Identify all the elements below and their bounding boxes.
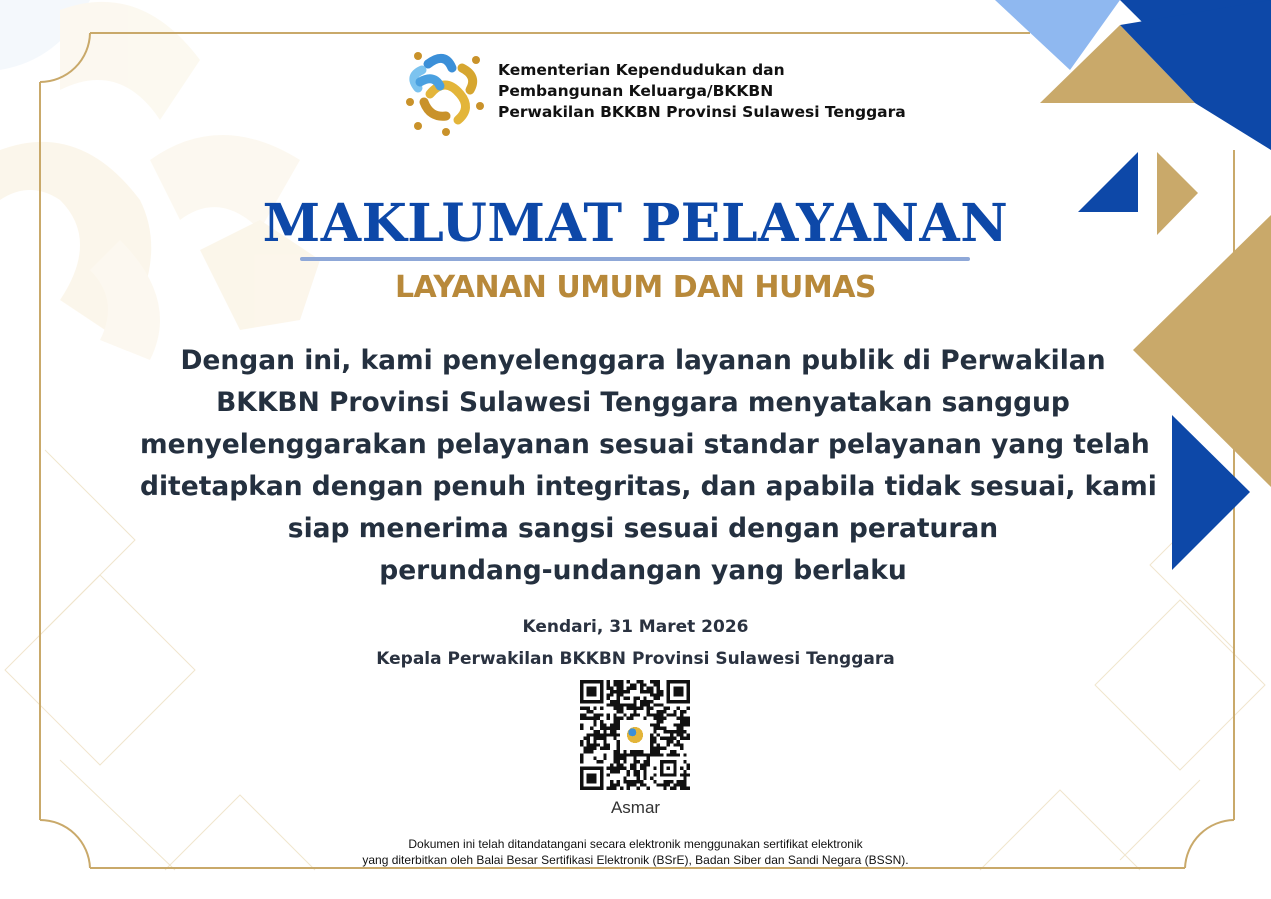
org-line-2: Pembangunan Keluarga/BKKBN — [498, 81, 774, 100]
signer-name: Asmar — [610, 798, 661, 817]
org-line-1: Kementerian Kependudukan dan — [498, 60, 785, 79]
declaration-line: siap menerima sangsi sesuai dengan peraturan — [287, 513, 999, 544]
header — [400, 46, 906, 136]
org-line-3: Perwakilan BKKBN Provinsi Sulawesi Tenggara — [498, 102, 906, 121]
page-title: MAKLUMAT PELAYANAN — [262, 193, 1009, 254]
title-underline — [300, 257, 970, 261]
footer-line: yang diterbitkan oleh Balai Besar Sertifikasi Elektronik (BSrE), Badan Siber dan Sandi Negara (BSSN). — [362, 853, 909, 867]
footer-line: Dokumen ini telah ditandatangani secara elektronik menggunakan sertifikat elektronik — [408, 837, 863, 851]
signer-position: Kepala Perwakilan BKKBN Provinsi Sulawesi Tenggara — [376, 649, 895, 669]
declaration-line: BKKBN Provinsi Sulawesi Tenggara menyatakan sanggup — [216, 387, 1070, 418]
e-signature-note — [0, 836, 1271, 868]
declaration-line: menyelenggarakan pelayanan sesuai standar pelayanan yang telah — [140, 429, 1150, 460]
organization-name — [498, 60, 906, 123]
qr-code — [580, 680, 690, 790]
page-subtitle: LAYANAN UMUM DAN HUMAS — [394, 270, 877, 305]
bkkbn-logo — [400, 46, 490, 136]
declaration-text — [140, 340, 1157, 592]
declaration-line: perundang-undangan yang berlaku — [379, 555, 907, 586]
place-date: Kendari, 31 Maret 2026 — [522, 617, 749, 637]
declaration-line: Dengan ini, kami penyelenggara layanan publik di Perwakilan — [180, 345, 1106, 376]
declaration-line: ditetapkan dengan penuh integritas, dan apabila tidak sesuai, kami — [140, 471, 1157, 502]
